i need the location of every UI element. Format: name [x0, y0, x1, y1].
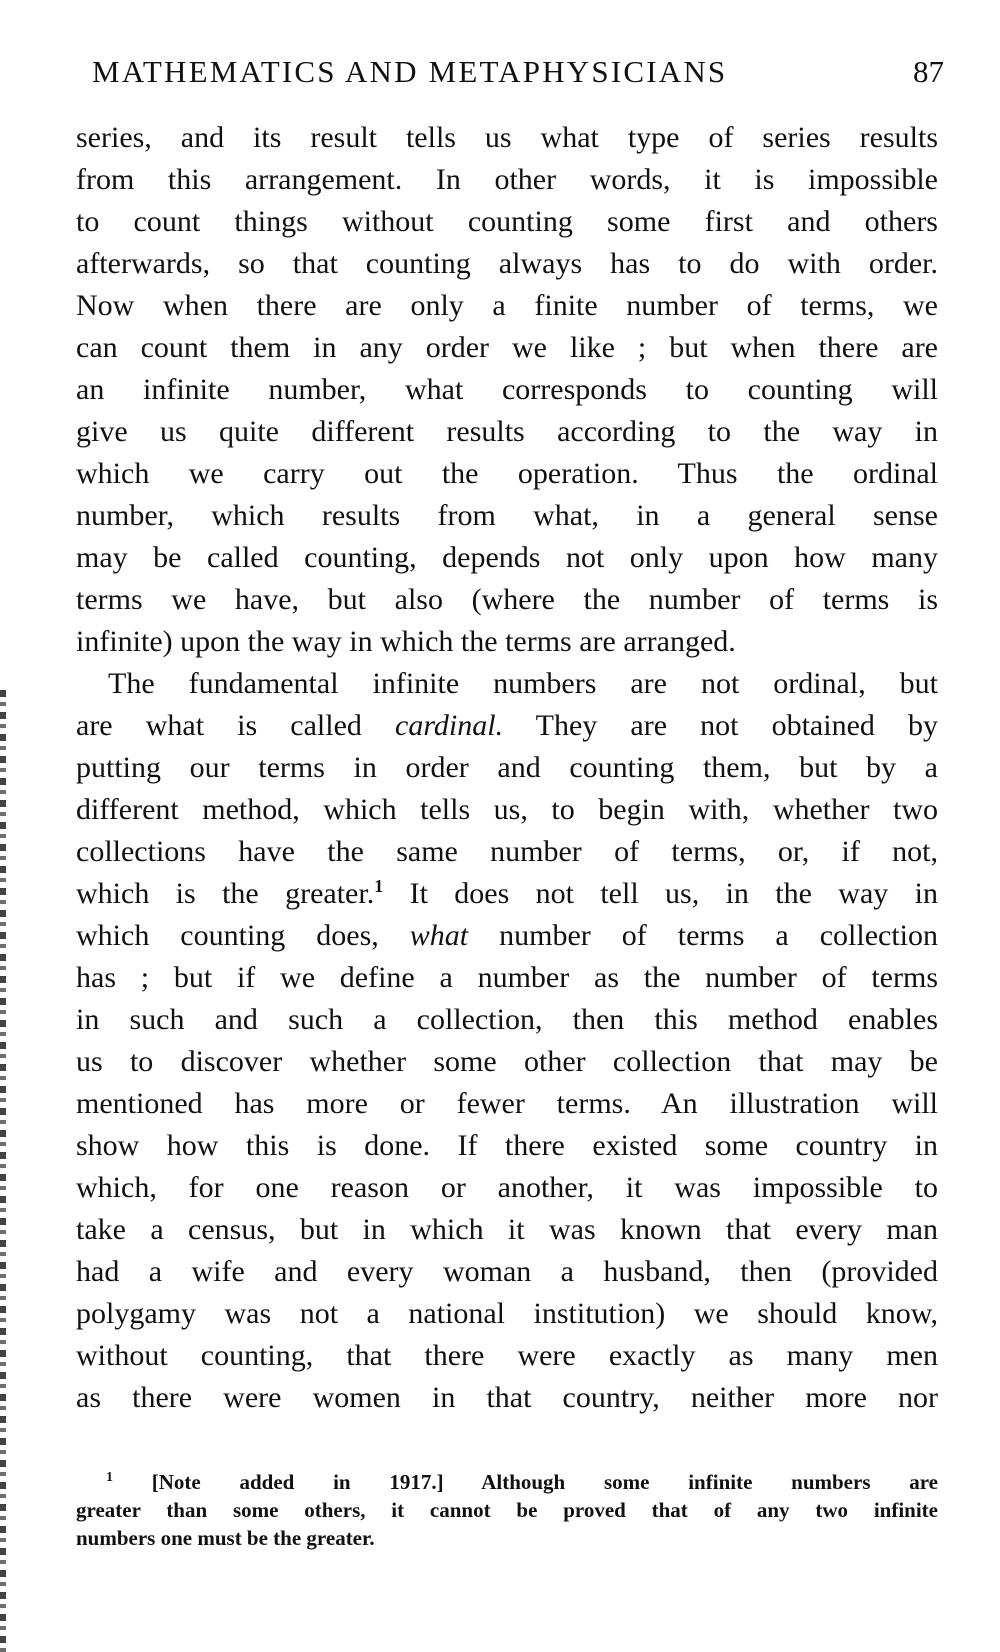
- italic-term-what: what: [409, 919, 469, 952]
- text-line: may be called counting, depends not only upon how many: [76, 541, 938, 574]
- italic-term-cardinal: cardinal.: [395, 709, 504, 742]
- text-line: as there were women in that country, neither more nor: [76, 1381, 938, 1414]
- text-line: terms we have, but also (where the number of terms is: [76, 583, 938, 616]
- page-number: 87: [913, 54, 944, 89]
- footnote-reference: 1: [374, 876, 384, 896]
- text-line: us to discover whether some other collection that may be: [76, 1045, 938, 1078]
- text-line: without counting, that there were exactly as many men: [76, 1339, 938, 1372]
- footnote-line: [76, 1468, 938, 1496]
- text-line: [76, 915, 938, 957]
- text-line: number, which results from what, in a general sense: [76, 499, 938, 532]
- text-line: which, for one reason or another, it was impossible to: [76, 1171, 938, 1204]
- text-fragment: are what is called: [76, 709, 396, 742]
- text-fragment: They are not obtained by: [503, 709, 939, 742]
- text-line: series, and its result tells us what type of series results: [76, 121, 938, 154]
- text-line: can count them in any order we like ; but when there are: [76, 331, 938, 364]
- text-line: infinite) upon the way in which the terms are arranged.: [76, 625, 736, 658]
- text-line: [76, 873, 938, 915]
- footnote-marker: 1: [106, 1470, 113, 1485]
- text-line: to count things without counting some first and others: [76, 205, 938, 238]
- text-line: putting our terms in order and counting them, but by a: [76, 751, 938, 784]
- text-line: which we carry out the operation. Thus the ordinal: [76, 457, 938, 490]
- text-fragment: number of terms a collection: [468, 919, 938, 952]
- text-fragment: which is the greater.: [76, 877, 375, 910]
- text-line: an infinite number, what corresponds to counting will: [76, 373, 938, 406]
- text-line: collections have the same number of terms, or, if not,: [76, 835, 938, 868]
- page-edge-scan-artifact: [0, 690, 6, 1652]
- text-line: The fundamental infinite numbers are not ordinal, but: [108, 667, 938, 700]
- footnote-text: [Note added in 1917.] Although some infinite numbers are: [151, 1470, 939, 1494]
- text-line: take a census, but in which it was known that every man: [76, 1213, 938, 1246]
- text-line: Now when there are only a finite number of terms, we: [76, 289, 938, 322]
- body-text: [76, 117, 938, 1419]
- footnote-line: numbers one must be the greater.: [76, 1526, 375, 1550]
- text-line: afterwards, so that counting always has to do with order.: [76, 247, 938, 280]
- text-line: from this arrangement. In other words, it is impossible: [76, 163, 938, 196]
- text-line: [76, 705, 938, 747]
- text-line: give us quite different results according to the way in: [76, 415, 938, 448]
- text-line: in such and such a collection, then this method enables: [76, 1003, 938, 1036]
- footnote: [76, 1468, 938, 1552]
- footnote-line: greater than some others, it cannot be proved that of any two infinite: [76, 1498, 938, 1522]
- text-fragment: which counting does,: [76, 919, 410, 952]
- text-fragment: It does not tell us, in the way in: [383, 877, 938, 910]
- text-line: mentioned has more or fewer terms. An illustration will: [76, 1087, 938, 1120]
- running-head: MATHEMATICS AND METAPHYSICIANS: [92, 54, 728, 89]
- text-line: different method, which tells us, to begin with, whether two: [76, 793, 938, 826]
- text-line: had a wife and every woman a husband, then (provided: [76, 1255, 938, 1288]
- text-line: show how this is done. If there existed some country in: [76, 1129, 938, 1162]
- page-header: [92, 52, 944, 92]
- text-line: polygamy was not a national institution) we should know,: [76, 1297, 938, 1330]
- text-line: has ; but if we define a number as the number of terms: [76, 961, 938, 994]
